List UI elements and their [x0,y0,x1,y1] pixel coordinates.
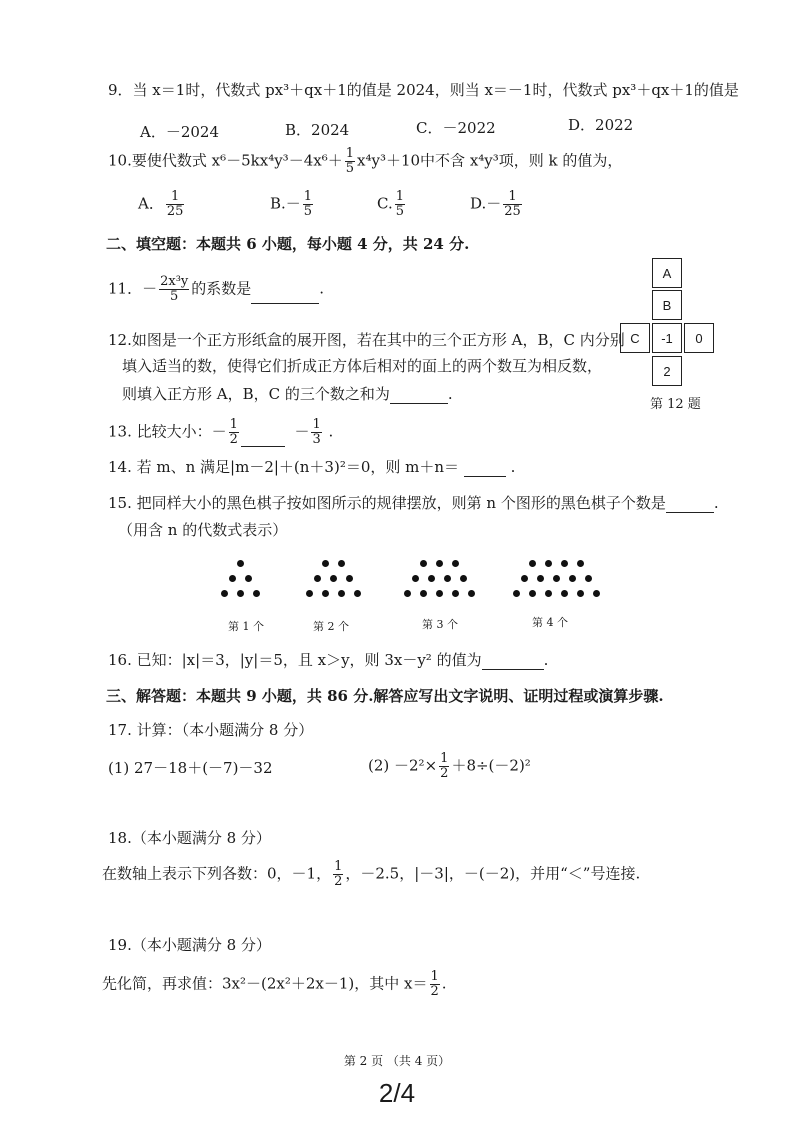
q10-a-label: A． [138,194,164,213]
q12-line-2: 填入适当的数，使得它们折成正方体后相对的面上的两个数互为相反数， [122,357,603,375]
q17-title: 17. 计算：（本小题满分 8 分） [108,721,314,739]
q16-text: 16. 已知：|x|＝3，|y|＝5，且 x＞y，则 3x－y² 的值为 [108,651,482,669]
question-16: 16. 已知：|x|＝3，|y|＝5，且 x＞y，则 3x－y² 的值为 . [108,651,549,669]
chess-piece [553,575,560,582]
net-cell-zero: 0 [684,323,714,353]
q12-line-3-text: 则填入正方形 A，B，C 的三个数之和为 [122,385,390,403]
q10-option-a [138,190,186,219]
chess-piece [561,590,568,597]
q12-line-1: 12.如图是一个正方形纸盒的展开图，若在其中的三个正方形 A，B，C 内分别 [108,331,625,349]
q11-d: 5 [170,289,179,304]
question-11: 11．－ $\frac{\text{2x³y}}{5}$ 的系数是 . [108,274,325,304]
q10-c-n: 1 [395,189,404,204]
section-2-heading: 二、填空题：本题共 6 小题，每小题 4 分，共 24 分. [106,235,470,253]
q13-pre: 13. 比较大小：－ [108,422,227,441]
q13-answer-blank[interactable] [241,432,285,447]
chess-piece [420,590,427,597]
net-cell-two: 2 [652,356,682,386]
q19-n: 1 [430,969,439,984]
chess-piece [577,590,584,597]
q13-mid: － [294,422,310,441]
q10-c-d: 5 [395,204,404,219]
chess-piece [338,560,345,567]
q9-option-c: C．－2022 [416,119,496,137]
q10-c-label: C. [377,194,393,213]
chess-piece [229,575,236,582]
figure-caption-4: 第 4 个 [532,616,568,629]
q18-d: 2 [334,874,343,889]
q17-p2-n: 1 [440,751,449,766]
q13-n2: 1 [312,417,321,432]
chess-piece [436,560,443,567]
net-cell-b: B [652,290,682,320]
q17-part-1: (1) 27－18＋(－7)－32 [108,759,273,777]
chess-piece [221,590,228,597]
chess-piece [237,560,244,567]
q13-d1: 2 [229,432,238,447]
q10-fraction [345,147,355,176]
question-10-stem [108,147,622,176]
q10-option-c [377,190,407,219]
q15-line-2: （用含 n 的代数式表示） [118,521,288,539]
chess-piece [253,590,260,597]
q9-option-d: D．2022 [568,116,634,134]
q10-d-n: 1 [503,190,522,205]
q11-post: 的系数是 [191,279,252,298]
q18-title: 18.（本小题满分 8 分） [108,829,271,847]
q16-answer-blank[interactable] [482,655,544,670]
q10-c-fraction [395,190,405,219]
chess-piece [585,575,592,582]
chess-piece [529,590,536,597]
chess-piece [245,575,252,582]
q17-p2-post: ＋8÷(－2)² [451,756,531,775]
chess-piece [521,575,528,582]
chess-piece [314,575,321,582]
chess-piece [322,560,329,567]
q18-pre: 在数轴上表示下列各数：0，－1， [102,864,332,883]
chess-piece [513,590,520,597]
q11-answer-blank[interactable] [251,289,319,304]
chess-piece [420,560,427,567]
chess-piece [577,560,584,567]
q18-n: 1 [334,859,343,874]
q14-text: 14. 若 m、n 满足|m－2|＋(n＋3)²＝0，则 m＋n＝ [108,458,460,476]
q11-pre: 11．－ [108,279,158,298]
q18-fraction [333,860,343,889]
q10-b-n: 1 [303,189,313,204]
section-3-heading: 三、解答题：本题共 9 小题，共 86 分.解答应写出文字说明、证明过程或演算步骤. [106,687,664,705]
figure-caption-1: 第 1 个 [228,620,264,633]
question-13: 13. 比较大小：－ $\frac{1}{2}$ － $\frac{1}{3}$ . [108,417,334,447]
chess-piece [460,575,467,582]
q19-d: 2 [430,984,439,999]
q10-d-fraction [503,190,522,219]
q9-option-a: A．－2024 [140,123,220,141]
page-number-large: 2/4 [378,1078,416,1108]
q11-fraction [159,275,189,304]
chess-piece [428,575,435,582]
chess-piece [404,590,411,597]
chess-piece [412,575,419,582]
q10-stem-post: x⁴y³＋10中不含 x⁴y³项，则 k 的值为， [357,151,623,170]
q19-fraction [430,970,440,999]
q10-frac-numerator: 1 [345,146,354,161]
q17-p2-d: 2 [440,766,449,781]
q19-post: . [441,974,447,993]
q15-line-1-text: 15. 把同样大小的黑色棋子按如图所示的规律摆放，则第 n 个图形的黑色棋子个数是 [108,494,666,512]
chess-piece [338,590,345,597]
q10-frac-denominator: 5 [345,161,354,176]
chess-piece [545,560,552,567]
chess-piece [468,590,475,597]
q10-a-n: 1 [166,190,185,205]
q17-p2-pre: (2) －2²× [368,756,438,775]
chess-piece [452,560,459,567]
q15-line-1: 15. 把同样大小的黑色棋子按如图所示的规律摆放，则第 n 个图形的黑色棋子个数是 . [108,494,719,512]
chess-piece [569,575,576,582]
q10-a-fraction [166,190,185,219]
q10-stem-pre: 10.要使代数式 x⁶－5kx⁴y³－4x⁶＋ [108,151,343,170]
chess-piece [330,575,337,582]
q10-d-d: 25 [504,204,521,219]
q10-b-d: 5 [303,204,313,219]
chess-piece [537,575,544,582]
chess-piece [593,590,600,597]
q17-p2-fraction [439,752,449,781]
q13-d2: 3 [312,432,321,447]
question-9-stem: 9．当 x＝1时，代数式 px³＋qx＋1的值是 2024，则当 x＝－1时，代数式 px³＋qx＋1的值是 [108,81,739,99]
q10-option-d [470,190,524,219]
q10-option-b [270,190,315,219]
q13-n1: 1 [229,417,238,432]
chess-piece [346,575,353,582]
q10-b-label: B.－ [270,194,301,213]
q17-part-2 [368,752,531,781]
chess-piece [354,590,361,597]
q18-body [102,860,640,889]
q10-d-label: D.－ [470,194,502,213]
q10-b-fraction [303,190,313,219]
q11-n: 2x³y [160,274,189,289]
q19-title: 19.（本小题满分 8 分） [108,936,271,954]
net-cell-c: C [620,323,650,353]
net-cell-minus-one: -1 [652,323,682,353]
chess-piece [561,560,568,567]
q13-fraction-1 [229,418,239,447]
figure-caption-3: 第 3 个 [422,618,458,631]
chess-piece [322,590,329,597]
q18-post: ，－2.5，|－3|，－(－2)，并用“＜”号连接. [345,864,641,883]
chess-piece [436,590,443,597]
figure-caption-2: 第 2 个 [313,620,349,633]
chess-piece [237,590,244,597]
chess-piece [444,575,451,582]
net-cell-a: A [652,258,682,288]
q15-answer-blank[interactable] [666,498,714,513]
chess-piece [545,590,552,597]
q13-fraction-2 [311,418,321,447]
chess-piece [306,590,313,597]
q14-answer-blank[interactable] [464,462,506,477]
q12-line-3: 则填入正方形 A，B，C 的三个数之和为 . [122,385,453,403]
q19-body [102,970,447,999]
page-footer: 第 2 页 （共 4 页） [343,1054,451,1068]
q12-figure-caption: 第 12 题 [650,397,701,412]
q12-answer-blank[interactable] [390,389,448,404]
q19-pre: 先化简，再求值：3x²－(2x²＋2x－1)，其中 x＝ [102,974,428,993]
question-14: 14. 若 m、n 满足|m－2|＋(n＋3)²＝0，则 m＋n＝ . [108,458,516,476]
q10-a-d: 25 [166,204,184,219]
chess-piece [452,590,459,597]
chess-piece [529,560,536,567]
q9-option-b: B．2024 [285,121,350,139]
